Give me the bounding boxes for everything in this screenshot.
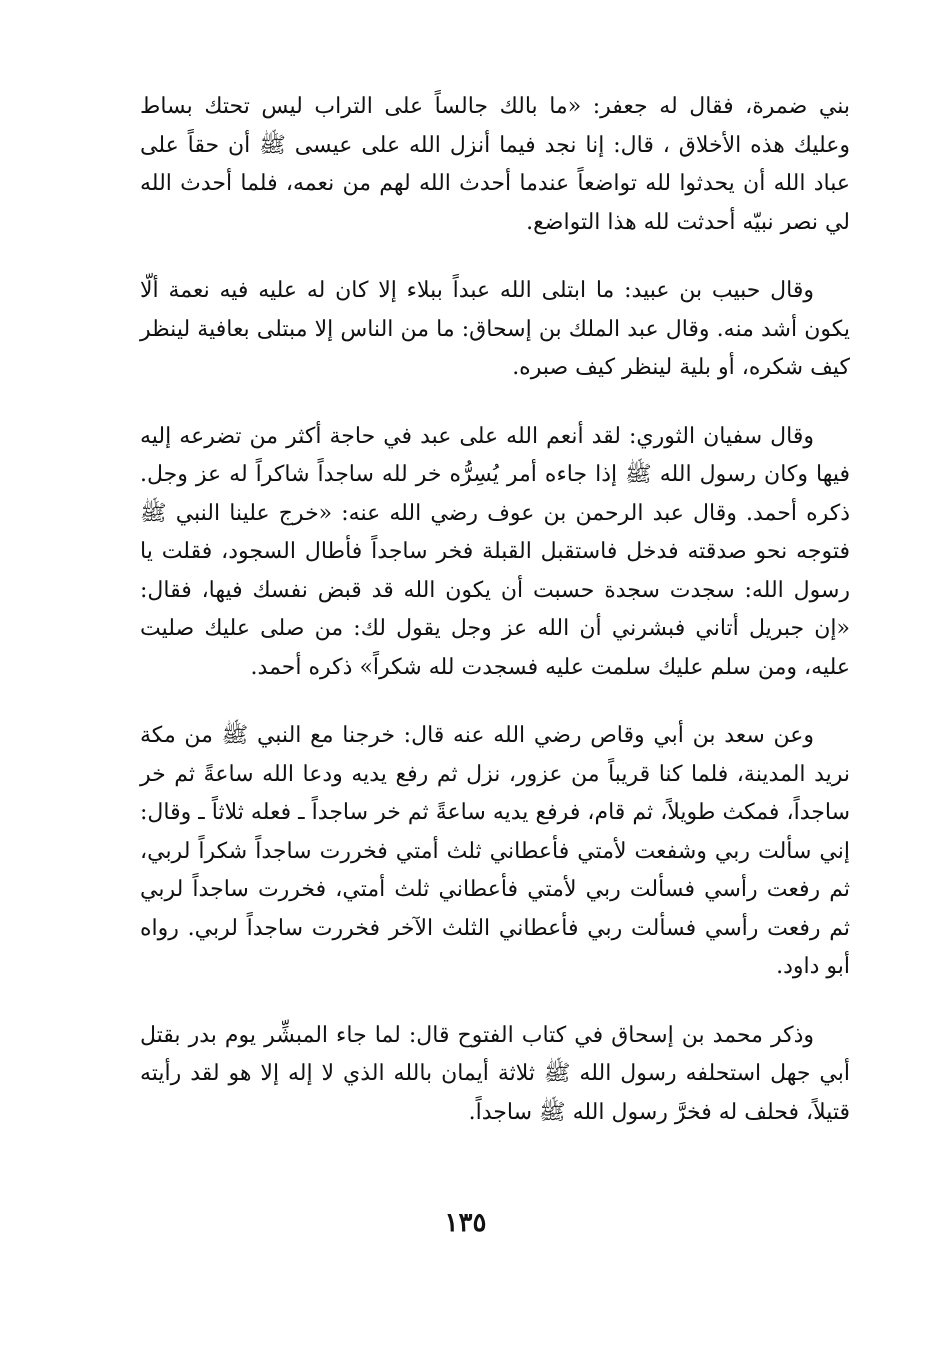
paragraph-4: وعن سعد بن أبي وقاص رضي الله عنه قال: خرجنا مع النبي ﷺ من مكة نريد المدينة، فلما كنا قريباً من عزور، نزل ثم رفع يديه ودعا الله ساعةً ثم خر ساجداً، فمكث طويلاً، ثم قام، فرفع يديه ساعةً ثم خر ساجداً ـ فعله ثلاثاً ـ وقال: إني سألت ربي وشفعت لأمتي فأعطاني ثلث أمتي فخررت ساجداً شكراً لربي، ثم رفعت رأسي فسألت ربي لأمتي فأعطاني ثلث أمتي، فخررت ساجداً لربي ثم رفعت رأسي فسألت ربي فأعطاني الثلث الآخر فخررت ساجداً لربي. رواه أبو داود. [140, 723, 851, 979]
paragraph-2: وقال حبيب بن عبيد: ما ابتلى الله عبداً ببلاء إلا كان له عليه فيه نعمة ألّا يكون أشد منه. وقال عبد الملك بن إسحاق: ما من الناس إلا مبتلى بعافية لينظر كيف شكره، أو بلية لينظر كيف صبره. [140, 278, 850, 380]
page-body [140, 88, 850, 1162]
page-number: ١٣٥ [444, 1208, 487, 1238]
paragraph-3: وقال سفيان الثوري: لقد أنعم الله على عبد في حاجة أكثر من تضرعه إليه فيها وكان رسول الله ﷺ إذا جاءه أمر يُسِرُّه خر لله ساجداً شاكراً له عز وجل. ذكره أحمد. وقال عبد الرحمن بن عوف رضي الله عنه: «خرج علينا النبي ﷺ فتوجه نحو صدقته فدخل فاستقبل القبلة فخر ساجداً فأطال السجود، فقلت يا رسول الله: سجدت سجدة حسبت أن يكون الله قد قبض نفسك فيها، فقال: «إن جبريل أتاني فبشرني أن الله عز وجل يقول لك: من صلى عليك صليت عليه، ومن سلم عليك سلمت عليه فسجدت لله شكراً» ذكره أحمد. [140, 423, 850, 680]
paragraph-5: وذكر محمد بن إسحاق في كتاب الفتوح قال: لما جاء المبشِّر يوم بدر بقتل أبي جهل استحلفه رسول الله ﷺ ثلاثة أيمان بالله الذي لا إله إلا هو لقد رأيته قتيلاً، فحلف له فخرَّ رسول الله ﷺ ساجداً. [140, 1022, 851, 1125]
paragraph-1: بني ضمرة، فقال له جعفر: «ما بالك جالساً على التراب ليس تحتك بساط وعليك هذه الأخلاق ، قال: إنا نجد فيما أنزل الله على عيسى ﷺ أن حقاً على عباد الله أن يحدثوا لله تواضعاً عندما أحدث الله لهم من نعمه، فلما أحدث الله لي نصر نبيّه أحدثت لله هذا التواضع. [140, 94, 850, 235]
